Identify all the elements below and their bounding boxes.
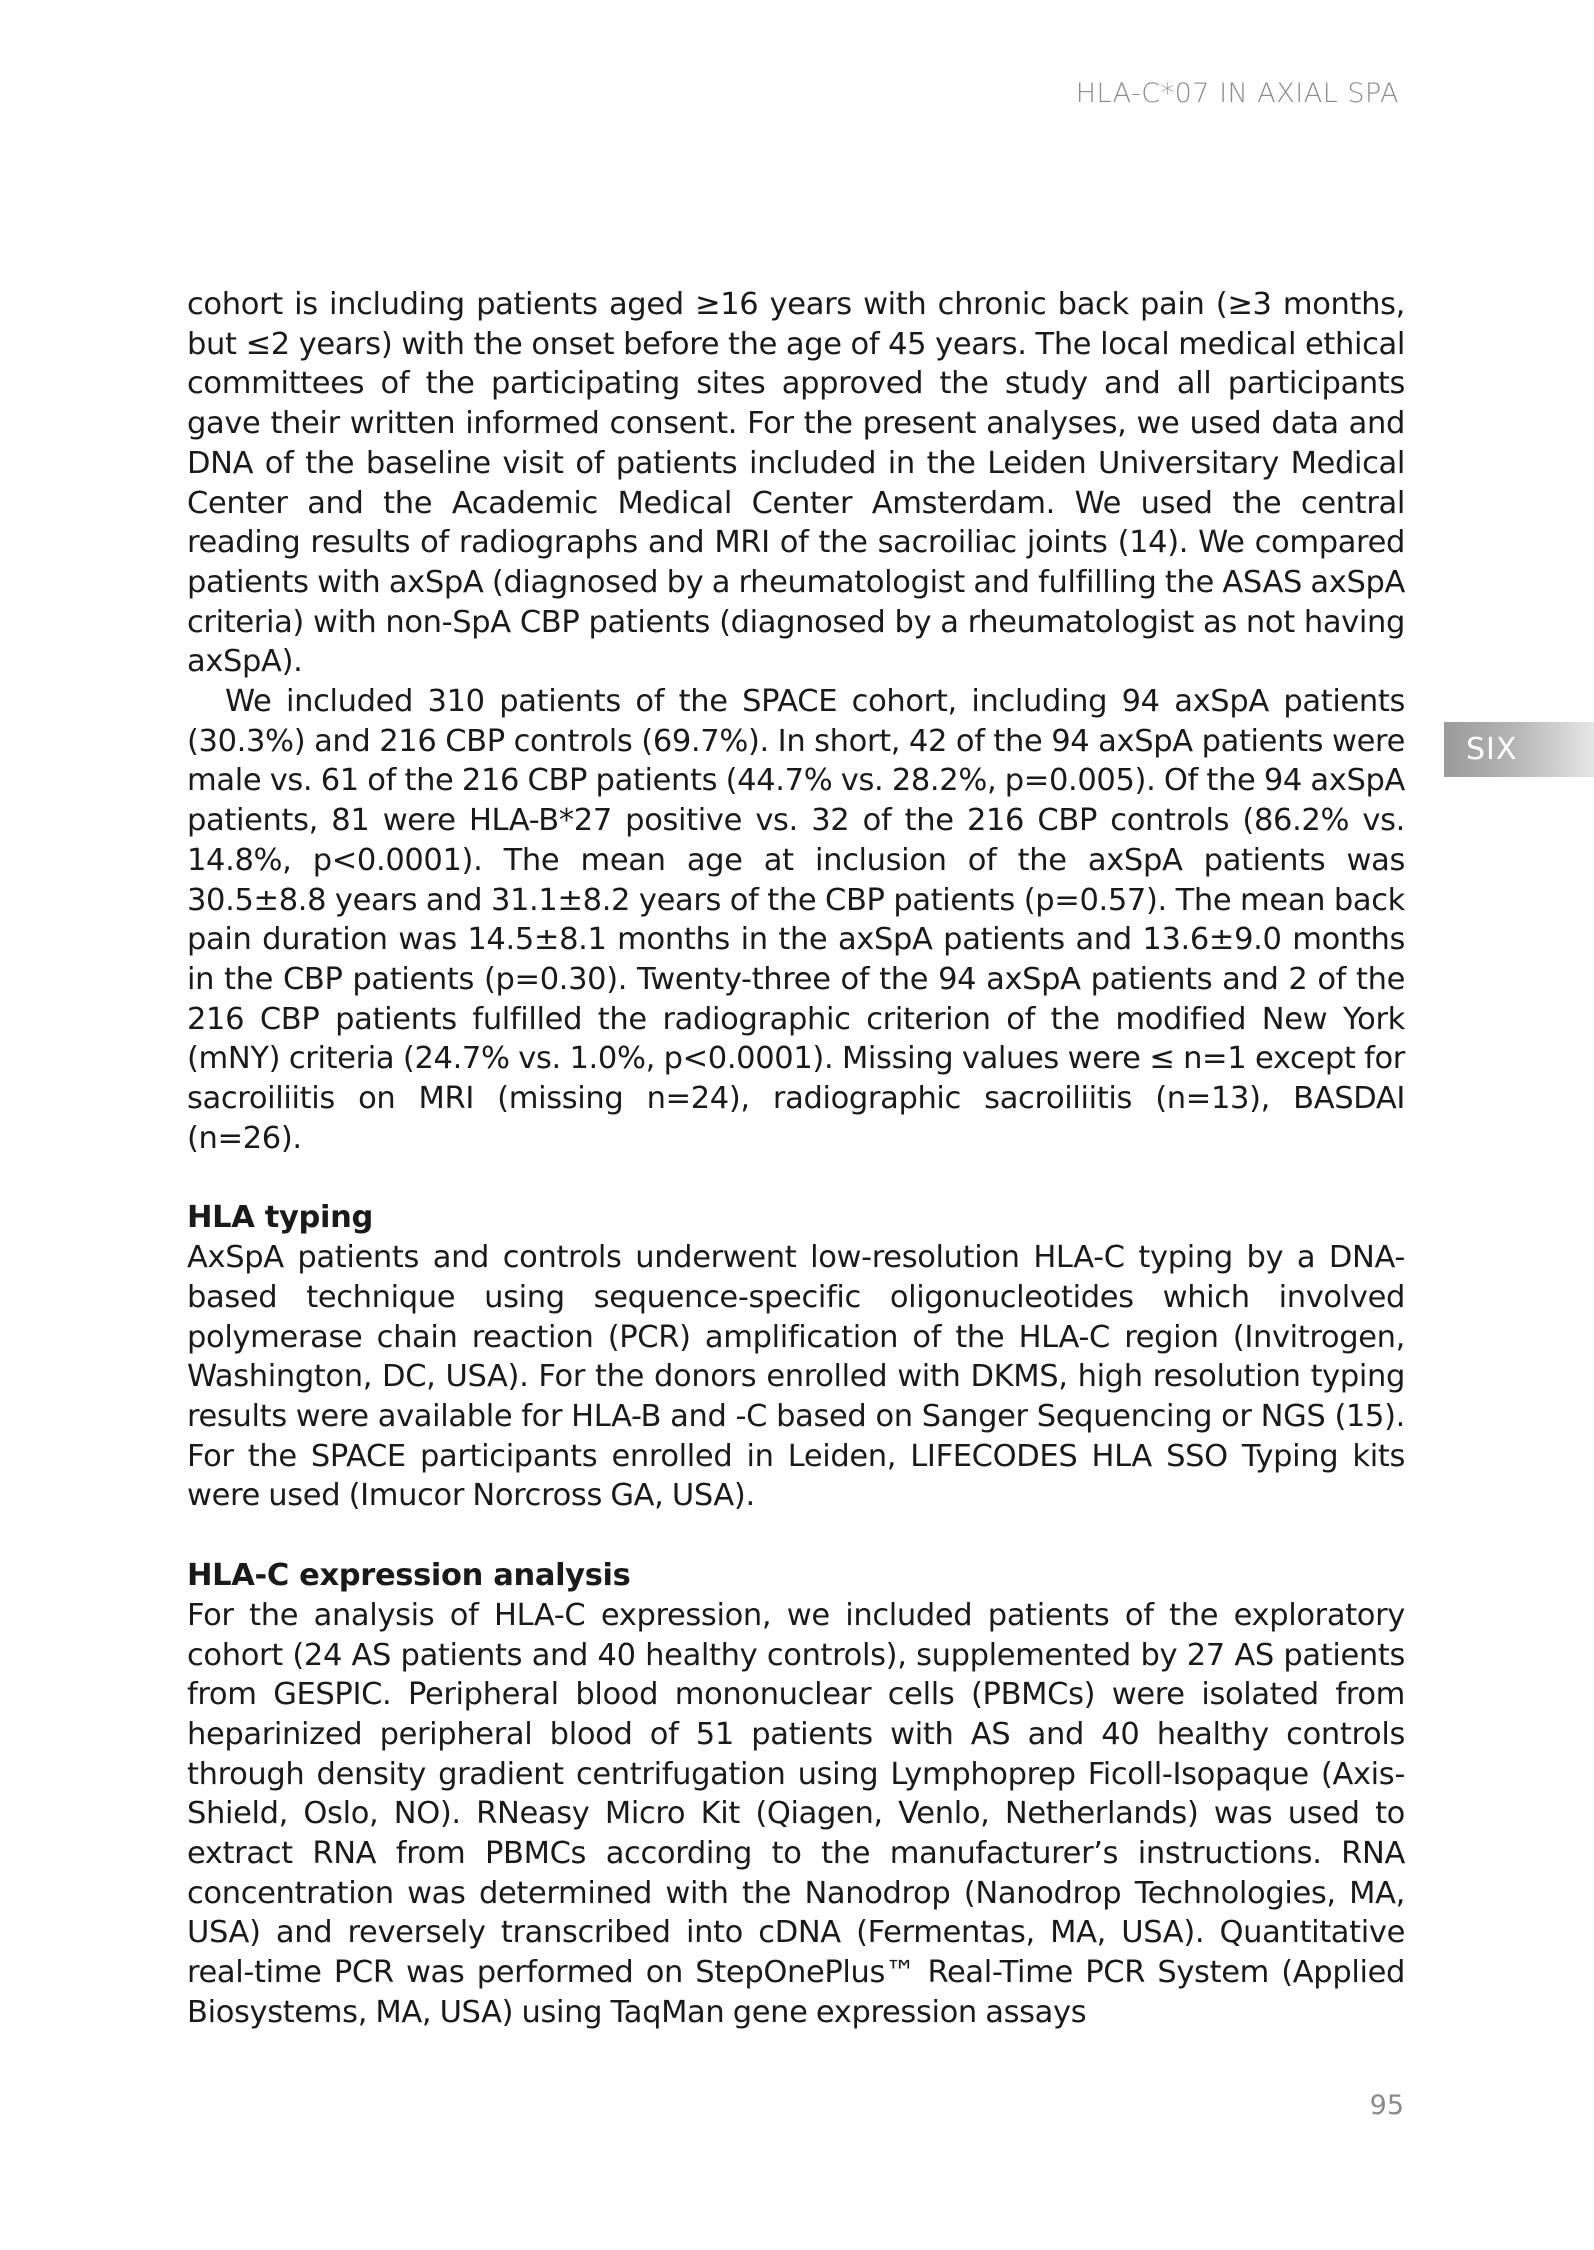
main-text [187,285,1405,2033]
heading-hla-typing: HLA typing [187,1200,373,1236]
chapter-tab: SIX [1444,722,1594,777]
page-number: 95 [1369,2090,1404,2121]
running-header: HLA-C*07 IN AXIAL SPA [1075,78,1399,109]
heading-hla-c-expression: HLA-C expression analysis [187,1558,631,1594]
paragraph-cohort-description: cohort is including patients aged ≥16 years with chronic back pain (≥3 months, but ≤2 years) with the onset before the age of 45 years. The local medical ethical committees of the participating sites approved the study and all participants gave their written informed consent. For the present analyses, we used data and DNA of the baseline visit of patients included in the Leiden Universitary Medical Center and the Academic Medical Center Amsterdam. We used the central reading results of radiographs and MRI of the sacroiliac joints (14). We compared patients with axSpA (diagnosed by a rheumatologist and fulfilling the ASAS axSpA criteria) with non-SpA CBP patients (diagnosed by a rheumatologist as not having axSpA). [187,287,1405,680]
paragraph-hla-typing: AxSpA patients and controls underwent low-resolution HLA-C typing by a DNA-based technique using sequence-specific oligonucleotides which involved polymerase chain reaction (PCR) amplification of the HLA-C region (Invitrogen, Washington, DC, USA). For the donors enrolled with DKMS, high resolution typing results were available for HLA-B and -C based on Sanger Sequencing or NGS (15). For the SPACE participants enrolled in Leiden, LIFECODES HLA SSO Typing kits were used (Imucor Norcross GA, USA). [187,1240,1405,1514]
paragraph-patient-characteristics: We included 310 patients of the SPACE cohort, including 94 axSpA patients (30.3%) and 216 CBP controls (69.7%). In short, 42 of the 94 axSpA patients were male vs. 61 of the 216 CBP patients (44.7% vs. 28.2%, p=0.005). Of the 94 axSpA patients, 81 were HLA-B*27 positive vs. 32 of the 216 CBP controls (86.2% vs. 14.8%, p<0.0001). The mean age at inclusion of the axSpA patients was 30.5±8.8 years and 31.1±8.2 years of the CBP patients (p=0.57). The mean back pain duration was 14.5±8.1 months in the axSpA patients and 13.6±9.0 months in the CBP patients (p=0.30). Twenty-three of the 94 axSpA patients and 2 of the 216 CBP patients fulfilled the radiographic criterion of the modified New York (mNY) criteria (24.7% vs. 1.0%, p<0.0001). Missing values were ≤ n=1 except for sacroiliitis on MRI (missing n=24), radiographic sacroiliitis (n=13), BASDAI (n=26). [187,684,1405,1156]
paragraph-hla-c-expression: For the analysis of HLA-C expression, we included patients of the exploratory cohort (24 AS patients and 40 healthy controls), supplemented by 27 AS patients from GESPIC. Peripheral blood mononuclear cells (PBMCs) were isolated from heparinized peripheral blood of 51 patients with AS and 40 healthy controls through density gradient centrifugation using Lymphoprep Ficoll-Isopaque (Axis-Shield, Oslo, NO). RNeasy Micro Kit (Qiagen, Venlo, Netherlands) was used to extract RNA from PBMCs according to the manufacturer’s instructions. RNA concentration was determined with the Nanodrop (Nanodrop Technologies, MA, USA) and reversely transcribed into cDNA (Fermentas, MA, USA). Quantitative real-time PCR was performed on StepOnePlus™ Real-Time PCR System (Applied Biosystems, MA, USA) using TaqMan gene expression assays [187,1597,1405,2030]
